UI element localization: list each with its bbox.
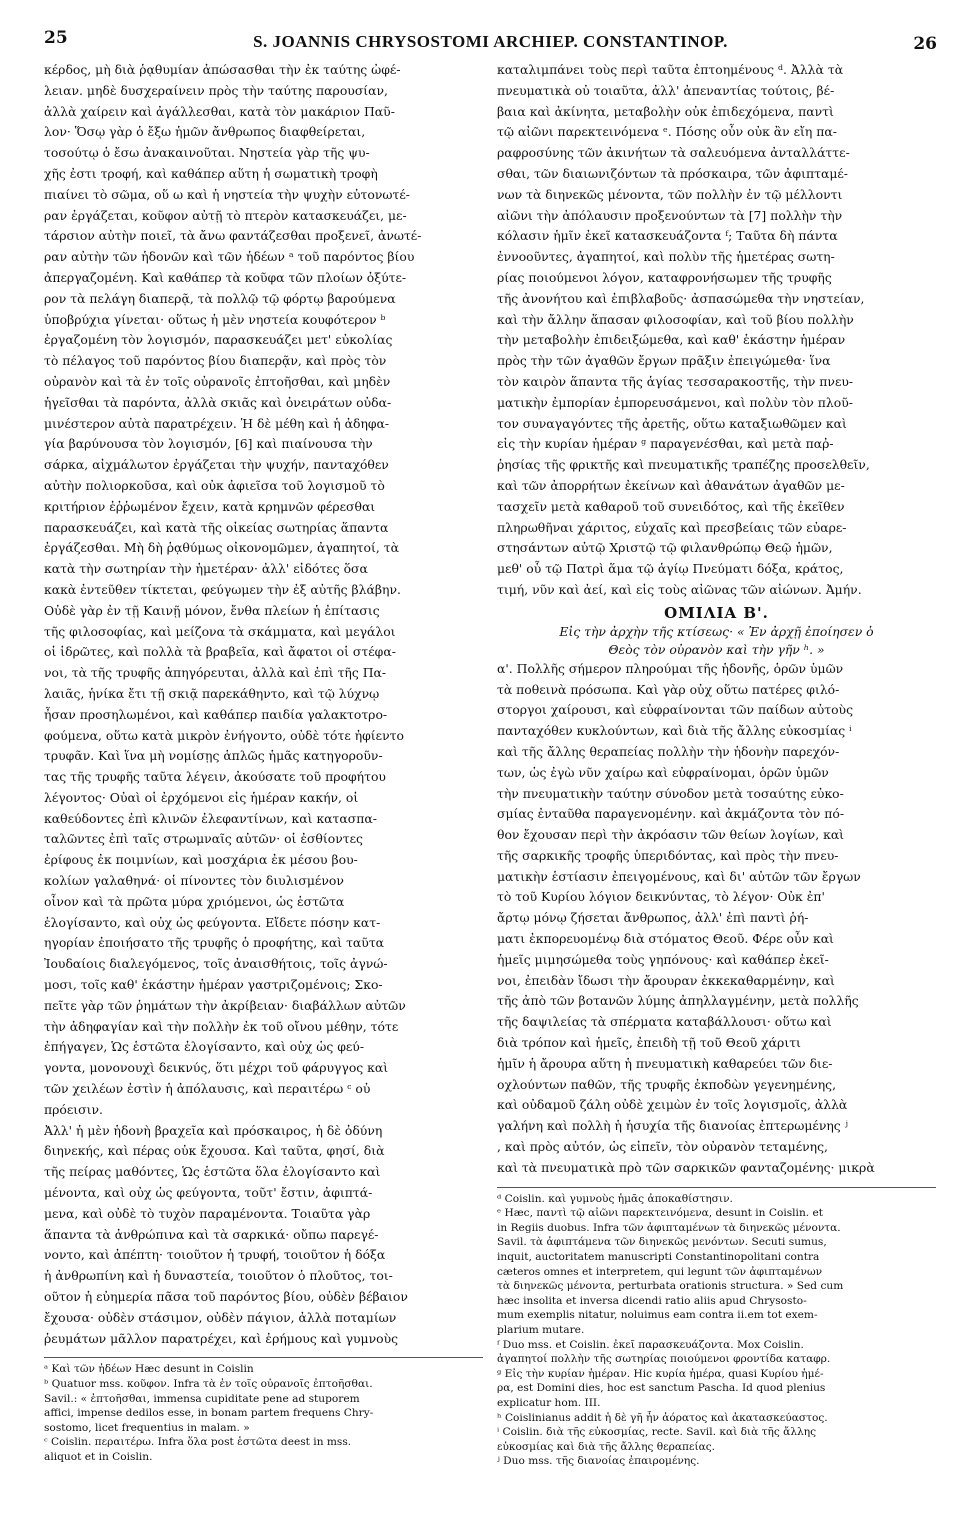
text-line: των, ὡς ἐγὼ νῦν χαίρω καὶ εὐφραίνομαι, ὁρῶν ὑμῶν <box>497 764 829 780</box>
text-line: μινέστερον αὐτὰ παρατρέχειν. Ἡ δὲ μέθη καὶ ἡ ἀδηφα- <box>44 415 390 431</box>
footnote-line: ᵍ Εἰς τὴν κυρίαν ἡμέραν. Hic κυρία ἡμέρα, quasi Κυρίου ἡμέ- <box>497 1367 824 1380</box>
left-column-number: 25 <box>44 28 68 48</box>
text-line: οἶνον καὶ τὰ πρῶτα μύρα χριόμενοι, ὡς ἑστῶτα <box>44 893 345 909</box>
text-line: ἐλογίσαντο, καὶ οὐχ ὡς φεύγοντα. Εἴδετε πόσην κατ- <box>44 914 381 930</box>
text-line: τας τῆς τρυφῆς ταῦτα λέγειν, ἀκούσατε τοῦ προφήτου <box>44 769 386 785</box>
text-line: παρασκευάζει, καὶ κατὰ τῆς οἰκείας σωτηρίας ἅπαντα <box>44 519 389 535</box>
text-line: μένοντα, καὶ οὐχ ὡς φεύγοντα, τοῦτ' ἔστιν, ἀφιπτά- <box>44 1185 373 1201</box>
text-line: πρὸς τὴν τῶν ἀγαθῶν ἔργων πρᾶξιν ἐπειγώμεθα· ἵνα <box>497 353 831 369</box>
text-line: ματι ἐκπορευομένῳ διὰ στόματος Θεοῦ. Φέρε οὖν καὶ <box>497 931 834 947</box>
text-line: διηνεκής, καὶ πέρας οὐκ ἔχουσα. Καὶ ταῦτα, φησί, διὰ <box>44 1143 385 1159</box>
text-line: κόλασιν ἡμῖν ἐκεῖ κατασκευάζοντα ᶠ; Ταῦτα δὴ πάντα <box>497 228 838 244</box>
text-line: φούμενα, οὕτω κατὰ μικρὸν ἐνήγοντο, οὐδὲ τότε ἠφίεντο <box>44 727 404 743</box>
text-line: τῷ αἰῶνι παρεκτεινόμενα ᵉ. Πόσης οὖν οὐκ ἂν εἴη πα- <box>497 124 837 140</box>
footnote-line: τὰ διηνεκῶς μένοντα, perturbata orationis structura. » Sed cum <box>497 1280 844 1293</box>
text-line: γαλήνη καὶ πολλὴ ἡ ἡσυχία τῆς διανοίας ἐπτερωμένης ʲ <box>497 1118 848 1134</box>
right-column <box>497 60 936 1469</box>
footnote-line: affici, impense dedilos esse, in bonam partem frequens Chry- <box>44 1407 374 1420</box>
footnote-line: in Regiis duobus. Infra τῶν ἀφιπταμένων τὰ διηνεκῶς μένοντα. <box>497 1221 841 1234</box>
text-line: ρον τὰ πελάγη διαπερᾷ, τὰ πολλῷ τῷ φόρτῳ βαρούμενα <box>44 290 396 306</box>
text-line: πληρωθῆναι χάριτος, εὐχαῖς καὶ πρεσβείαις τῶν εὐαρε- <box>497 519 847 535</box>
homily-subtitle-1: Εἰς τὴν ἀρχὴν τῆς κτίσεως· « Ἐν ἀρχῇ ἐποίησεν ὁ <box>559 623 874 639</box>
text-line: καὶ τῶν ἀπορρήτων ἐκείνων καὶ ἀθανάτων ἀγαθῶν με- <box>497 477 845 493</box>
text-line: ραν αὐτὴν τῶν ἡδονῶν καὶ τῶν ἡδέων ᵃ τοῦ παρόντος βίου <box>44 249 415 265</box>
text-line: αἰῶνι τὴν ἀπόλαυσιν προξενούντων τὰ [7] πολλὴν τὴν <box>497 207 843 223</box>
text-line: ἡ ἀνθρωπίνη καὶ ἡ δυναστεία, τοιοῦτον ὁ πλοῦτος, τοι- <box>44 1268 393 1284</box>
text-line: τῶν χειλέων ἐστὶν ἡ ἀπόλαυσις, καὶ περαιτέρω ᶜ οὐ <box>44 1081 371 1097</box>
text-line: ρίας ποιούμενοι λόγον, καταφρονήσωμεν τῆς τρυφῆς <box>497 269 832 285</box>
text-line: ἡμεῖς μιμησώμεθα τοὺς γηπόνους· καὶ καθάπερ ἐκεῖ- <box>497 951 829 967</box>
text-line: οῦτον ἡ εὐημερία πᾶσα τοῦ παρόντος βίου, οὐδὲν βέβαιον <box>44 1289 408 1305</box>
text-line: εἰς τὴν κυρίαν ἡμέραν ᵍ παραγενέσθαι, καὶ μετὰ παῤ- <box>497 436 834 452</box>
text-line: ἡγεῖσθαι τὰ παρόντα, ἀλλὰ σκιᾶς καὶ ὀνειράτων οὐδα- <box>44 394 392 410</box>
text-line: διὰ τρόπον καὶ ἡμεῖς, ἐπειδὴ τῇ τοῦ Θεοῦ χάριτι <box>497 1035 801 1051</box>
text-line: ἔχουσα· οὐδὲν στάσιμον, οὐδὲν πάγιον, ἀλλὰ ποταμίων <box>44 1309 397 1325</box>
footnote-line: ⁱ Coislin. διὰ τῆς εὐκοσμίας, recte. Savil. καὶ διὰ τῆς ἄλλης <box>497 1426 817 1439</box>
text-line: τῆς φιλοσοφίας, καὶ μείζονα τὰ σκάμματα, καὶ μεγάλοι <box>44 623 396 639</box>
text-line: κολίων γαλαθηνά· οἱ πίνοντες τὸν διυλισμένον <box>44 873 344 889</box>
text-line: τιμή, νῦν καὶ ἀεί, καὶ εἰς τοὺς αἰῶνας τῶν αἰώνων. Ἀμήν. <box>497 581 862 597</box>
text-line: τὸν καιρὸν ἅπαντα τῆς ἁγίας τεσσαρακοστῆς, τὴν πνευ- <box>497 373 854 389</box>
text-line: Οὐδὲ γὰρ ἐν τῇ Καινῇ μόνον, ἔνθα πλείων ἡ ἐπίτασις <box>44 602 380 618</box>
homily-subtitle-2: Θεὸς τὸν οὐρανὸν καὶ τὴν γῆν ʰ. » <box>608 641 825 657</box>
left-column-text <box>44 60 483 1349</box>
right-column-number: 26 <box>913 34 937 54</box>
right-column-text-after <box>497 659 936 1179</box>
text-line: ἐργαζομένη τὸν λογισμόν, παρασκευάζει μετ' εὐκολίας <box>44 332 393 348</box>
text-line: τῆς ἀπὸ τῶν βοτανῶν λύμης ἀπηλλαγμένην, μετὰ πολλῆς <box>497 993 859 1009</box>
text-line: νοι, ἐπειδὰν ἴδωσι τὴν ἄρουραν ἐκκεκαθαρμένην, καὶ <box>497 972 835 988</box>
left-footnotes <box>44 1357 483 1464</box>
footnote-line: Savil. τὰ ἀφιπτάμενα τῶν διηνεκῶς μενόντων. Secuti sumus, <box>497 1236 827 1249</box>
text-line: πιαίνει τὸ σῶμα, οὕ ω καὶ ἡ νηστεία τὴν ψυχὴν εὐτονωτέ- <box>44 186 410 202</box>
text-line: καθεύδοντες ἐπὶ κλινῶν ἐλεφαντίνων, καὶ κατασπα- <box>44 810 377 826</box>
text-line: καταλιμπάνει τοὺς περὶ ταῦτα ἐπτοημένους ᵈ. Ἀλλὰ τὰ <box>497 62 844 77</box>
text-line: ἅπαντα τὰ ἀνθρώπινα καὶ τὰ σαρκικά· οὔπω παρεγέ- <box>44 1226 379 1242</box>
text-line: νων τὰ διηνεκῶς μένοντα, τῶν πολλὴν ἐν τῷ μέλλοντι <box>497 186 843 202</box>
text-line: ἀπεργαζομένη. Καὶ καθάπερ τὰ κοῦφα τῶν πλοίων ὀξύτε- <box>44 269 407 285</box>
footnote-line: ᵃ Καὶ τῶν ἡδέων Hæc desunt in Coislin <box>44 1363 254 1376</box>
text-line: κακὰ ἐντεῦθεν τίκτεται, φεύγωμεν τὴν ἐξ αὐτῆς βλάβην. <box>44 581 401 597</box>
text-line: , καὶ πρὸς αὐτόν, ὡς εἰπεῖν, τὸν οὐρανὸν τεταμένης, <box>497 1139 828 1155</box>
text-line: ἄρτῳ μόνῳ ζήσεται ἄνθρωπος, ἀλλ' ἐπὶ παντὶ ῥή- <box>497 910 809 926</box>
text-line: σάρκα, αἰχμάλωτον ἐργάζεται τὴν ψυχήν, πανταχόθεν <box>44 457 389 473</box>
footnote-line: ρα, est Domini dies, hoc est sanctum Pascha. Id quod plenius <box>497 1382 826 1395</box>
text-line: καὶ τῆς ἄλλης θεραπείας πολλὴν τὴν ἡδονὴν παρεχόν- <box>497 743 840 759</box>
text-line: μενα, καὶ οὐδὲ τὸ τυχὸν παραμένοντα. Τοιαῦτα γὰρ <box>44 1205 371 1221</box>
text-line: τὸ πέλαγος τοῦ παρόντος βίου διαπερᾷν, καὶ πρὸς τὸν <box>44 353 387 369</box>
footnote-line: ᵉ Hæc, παντὶ τῷ αἰῶνι παρεκτεινόμενα, desunt in Coislin. et <box>497 1207 824 1220</box>
text-line: νοι, τὰ τῆς τρυφῆς ἀπηγόρευται, ἀλλὰ καὶ ἐπὶ τῆς Πα- <box>44 665 387 681</box>
text-line: οχλούντων παθῶν, τῆς τρυφῆς ἐκποδὼν γεγενημένης, <box>497 1076 837 1092</box>
text-line: τὸ τοῦ Κυρίου λόγιον δεικνύντας, τὸ λέγον· Οὐκ ἐπ' <box>497 889 825 905</box>
text-line: ὑποβρύχια γίνεται· οὕτως ἡ μὲν νηστεία κουφότερον ᵇ <box>44 311 386 327</box>
footnote-line: explicatur hom. III. <box>497 1396 601 1409</box>
text-line: λειαν. μηδὲ δυσχεραίνειν πρὸς τὴν ταύτης παρουσίαν, <box>44 82 388 98</box>
text-line: τὴν μεταβολὴν ἐπιδειξώμεθα, καὶ καθ' ἑκάστην ἡμέραν <box>497 332 846 348</box>
footnote-line: ʰ Coislinianus addit ἡ δὲ γῆ ἦν ἀόρατος καὶ ἀκατασκεύαστος. <box>497 1411 828 1424</box>
text-line: νοντο, καὶ ἀπέπτη· τοιοῦτον ἡ τρυφή, τοιοῦτον ἡ δόξα <box>44 1247 386 1263</box>
running-title: S. JOANNIS CHRYSOSTOMI ARCHIEP. CONSTANTINOP. <box>253 32 728 51</box>
text-line: λον· Ὅσῳ γὰρ ὁ ἔξω ἡμῶν ἄνθρωπος διαφθείρεται, <box>44 124 366 140</box>
text-line: καὶ τὰ πνευματικὰ πρὸ τῶν σαρκικῶν φανταζομένης· μικρὰ <box>497 1159 875 1175</box>
footnote-line: hæc insolita et inversa dicendi ratio aliis apud Chrysosto- <box>497 1294 807 1307</box>
text-line: κέρδος, μὴ διὰ ῥᾳθυμίαν ἀπώσασθαι τὴν ἐκ ταύτης ὠφέ- <box>44 62 401 77</box>
footnote-line: inquit, auctoritatem manuscripti Constantinopolitani contra <box>497 1251 820 1264</box>
text-line: ἦσαν προσηλωμένοι, καὶ καθάπερ παιδία γαλακτοτρο- <box>44 706 388 722</box>
text-line: μοσι, τοῖς καθ' ἑκάστην ἡμέραν γαστριζομένοις; Σκο- <box>44 977 383 993</box>
footnote-line: ᶠ Duo mss. et Coislin. ἐκεῖ παρασκευάζοντα. Mox Coislin. <box>497 1338 804 1351</box>
text-line: κατὰ τὴν σωτηρίαν τὴν ἡμετέραν· ἀλλ' εἰδότες ὅσα <box>44 561 368 577</box>
text-line: ματικὴν ἐμπορίαν ἐμπορευσάμενοι, καὶ πολὺν τὸν πλοῦ- <box>497 394 853 410</box>
text-line: ματικὴν ἑστίασιν ἐπειγομένους, καὶ δι' αὐτῶν τῶν ἔργων <box>497 868 861 884</box>
footnote-line: aliquot et in Coislin. <box>44 1450 153 1463</box>
text-line: σμίας ἐνταῦθα παραγενομένην. καὶ ἀκμάζοντα τὸν πό- <box>497 806 845 822</box>
footnote-line: ᵈ Coislin. καὶ γυμνοὺς ἡμᾶς ἀποκαθίστησιν. <box>497 1192 733 1205</box>
text-line: τὴν ἀδηφαγίαν καὶ τὴν πολλὴν ἐκ τοῦ οἴνου μέθην, τότε <box>44 1018 399 1034</box>
text-line: Ἰουδαίοις διαλεγόμενος, τοῖς ἀναισθήτοις, τοῖς ἀγνώ- <box>44 956 388 972</box>
text-line: ῥευμάτων μᾶλλον παρατρέχει, καὶ ἐρήμους καὶ γυμνοὺς <box>44 1330 399 1346</box>
text-line: γοντα, μονονουχὶ δεικνύς, ὅτι μέχρι τοῦ φάρυγγος καὶ <box>44 1060 389 1076</box>
footnote-line: plarium mutare. <box>497 1323 585 1336</box>
text-line: τῆς ἀνονήτου καὶ ἐπιβλαβοῦς· ἀσπασώμεθα τὴν νηστείαν, <box>497 290 865 306</box>
text-line: α'. Πολλῆς σήμερον πληρούμαι τῆς ἡδονῆς, ὁρῶν ὑμῶν <box>497 660 844 676</box>
text-line: λαιᾶς, ἡνίκα ἔτι τῇ σκιᾷ παρεκάθηντο, καὶ τῷ λύχνῳ <box>44 685 380 701</box>
columns <box>44 60 937 1469</box>
homily-title: ΟΜΙΛΙΑ Β'. <box>664 603 769 622</box>
text-line: τάρσιον αὐτὴν ποιεῖ, τὰ ἄνω φαντάζεσθαι προξενεῖ, ἀνωτέ- <box>44 228 422 244</box>
text-line: ραν ἐργάζεται, κοῦφον αὐτῇ τὸ πτερὸν κατασκευάζει, με- <box>44 207 407 223</box>
footnote-line: mum exemplis nitatur, noluimus eam contra ii.em tot exem- <box>497 1309 818 1322</box>
footnote-line: sostomo, licet frequentius in malam. » <box>44 1421 250 1434</box>
text-line: μεθ' οὗ τῷ Πατρὶ ἅμα τῷ ἁγίῳ Πνεύματι δόξα, κράτος, <box>497 561 844 577</box>
text-line: σθαι, τῶν διαιωνιζόντων τὰ πρόσκαιρα, τῶν ἀφιπταμέ- <box>497 165 848 181</box>
text-line: γία βαρύνουσα τὸν λογισμόν, [6] καὶ πιαίνουσα τὴν <box>44 436 373 452</box>
text-line: τῆς σαρκικῆς τροφῆς ὑπεριδόντας, καὶ πρὸς τὴν πνευ- <box>497 847 839 863</box>
text-line: τασχεῖν μετὰ καθαροῦ τοῦ συνειδότος, καὶ τῆς ἐκεῖθεν <box>497 498 845 514</box>
text-line: ῥησίας τῆς φρικτῆς καὶ πνευματικῆς τραπέζης προσελθεῖν, <box>497 457 870 473</box>
text-line: λέγοντος· Οὐαὶ οἱ ἐρχόμενοι εἰς ἡμέραν κακήν, οἱ <box>44 789 359 805</box>
footnote-line: cæteros omnes et interpretem, qui legunt τῶν ἀφιπταμένων <box>497 1265 823 1278</box>
text-line: τοσούτῳ ὁ ἔσω ἀνακαινοῦται. Νηστεία γὰρ τῆς ψυ- <box>44 145 370 161</box>
text-line: αὐτὴν πολιορκοῦσα, καὶ οὐκ ἀφιεῖσα τοῦ λογισμοῦ τὸ <box>44 477 385 493</box>
text-line: ἀλλὰ χαίρειν καὶ ἀγάλλεσθαι, κατὰ τὸν μακάριον Παῦ- <box>44 103 395 119</box>
footnote-line: Savil.: « ἐπτοῆσθαι, immensa cupiditate pene ad stuporem <box>44 1392 360 1405</box>
text-line: ἐπήγαγεν, Ὡς ἑστῶτα ἐλογίσαντο, καὶ οὐχ ὡς φεύ- <box>44 1039 365 1055</box>
text-line: τρυφᾶν. Καὶ ἵνα μὴ νομίσῃς ἁπλῶς ἡμᾶς κατηγοροῦν- <box>44 748 383 764</box>
text-line: στοργοι χαίρουσι, καὶ εὐφραίνονται τῶν παίδων αὐτοὺς <box>497 702 854 718</box>
text-line: καὶ τὴν ἄλλην ἅπασαν φιλοσοφίαν, καὶ τοῦ βίου πολλὴν <box>497 311 854 327</box>
footnote-line: ᶜ Coislin. περαιτέρω. Infra ὅλα post ἑστῶτα deest in mss. <box>44 1436 352 1449</box>
footnote-line: ᵇ Quatuor mss. κοῦφον. Infra τὰ ἐν τοῖς οὐρανοῖς ἐπτοῆσθαι. <box>44 1378 373 1390</box>
right-column-text-before <box>497 60 936 601</box>
text-line: καὶ οὐδαμοῦ ζάλη οὐδὲ χειμὼν ἐν τοῖς λογισμοῖς, ἀλλὰ <box>497 1097 848 1113</box>
text-line: τὰ ποθεινὰ πρόσωπα. Καὶ γὰρ οὐχ οὕτω πατέρες φιλό- <box>497 681 840 697</box>
text-line: πρόεισιν. <box>44 1101 103 1117</box>
text-line: ἐρίφους ἐκ ποιμνίων, καὶ μοσχάρια ἐκ μέσου βου- <box>44 852 358 868</box>
text-line: χῆς ἐστι τροφή, καὶ καθάπερ αὕτη ἡ σωματικὴ τροφὴ <box>44 165 378 181</box>
text-line: τον συναγαγόντες τῆς ἀρετῆς, οὕτω καταξιωθῶμεν καὶ <box>497 415 847 431</box>
footnote-line: εὐκοσμίας καὶ διὰ τῆς ἄλλης θεραπείας. <box>497 1440 716 1453</box>
text-line: βαια καὶ ἀκίνητα, μεταβολὴν οὐκ ἐπιδεχόμενα, παντὶ <box>497 103 834 119</box>
text-line: οἱ ἱδρῶτες, καὶ πολλὰ τὰ βραβεῖα, καὶ ἄφατοι οἱ στέφα- <box>44 644 396 660</box>
footnote-line: ʲ Duo mss. τῆς διανοίας ἐπαιρομένης. <box>497 1455 700 1468</box>
footnote-line: ἀγαπητοί πολλὴν τῆς σωτηρίας ποιούμενοι φροντίδα καταφρ. <box>497 1353 831 1366</box>
text-line: θον ἔχουσαν περὶ τὴν ἀκρόασιν τῶν θείων λογίων, καὶ <box>497 827 845 843</box>
right-footnotes <box>497 1187 936 1469</box>
text-line: Ἀλλ' ἡ μὲν ἡδονὴ βραχεῖα καὶ πρόσκαιρος, ἡ δὲ ὀδύνη <box>44 1122 383 1138</box>
text-line: τῆς πείρας μαθόντες, Ὡς ἑστῶτα ὅλα ἐλογίσαντο καὶ <box>44 1164 381 1180</box>
text-line: κριτήριον ἐῤῥωμένον ἔχειν, κατὰ κρημνῶν φέρεσθαι <box>44 498 376 514</box>
text-line: ἡμῖν ἡ ἄρουρα αὕτη ἡ πνευματικὴ καθαρεύει τῶν διε- <box>497 1055 833 1071</box>
text-line: πανταχόθεν κυκλούντων, καὶ διὰ τῆς ἄλλης εὐκοσμίας ⁱ <box>497 723 852 739</box>
text-line: τὴν πνευματικὴν ταύτην σύνοδον μετὰ τοσαύτης εὐκο- <box>497 785 844 801</box>
text-line: ταλῶντες ἐπὶ ταῖς στρωμναῖς αὐτῶν· οἱ ἐσθίοντες <box>44 831 363 847</box>
text-line: οὐρανὸν καὶ τὰ ἐν τοῖς οὐρανοῖς ἐπτοῆσθαι, καὶ μηδὲν <box>44 373 391 389</box>
text-line: ἐννοοῦντες, ἀγαπητοί, καὶ πολὺν τῆς ἡμετέρας σωτη- <box>497 249 835 265</box>
text-line: ραφροσύνης τῶν ἀκινήτων τὰ σαλευόμενα ἀνταλλάττε- <box>497 145 850 161</box>
text-line: τῆς δαψιλείας τὰ σπέρματα καταβάλλουσι· οὕτω καὶ <box>497 1014 832 1030</box>
text-line: πνευματικὰ οὐ τοιαῦτα, ἀλλ' ἀπεναντίας τούτοις, βέ- <box>497 82 835 98</box>
left-column <box>44 60 483 1469</box>
running-head <box>44 28 937 56</box>
text-line: ἐργάζεσθαι. Μὴ δὴ ῥᾳθύμως οἰκονομῶμεν, ἀγαπητοί, τὰ <box>44 540 399 556</box>
text-line: ηγορίαν ἐποιήσατο τῆς τρυφῆς ὁ προφήτης, καὶ ταῦτα <box>44 935 385 951</box>
text-line: πεῖτε γὰρ τῶν ῥημάτων τὴν ἀκρίβειαν· διαβάλλων αὐτῶν <box>44 997 406 1013</box>
text-line: στησάντων αὐτῷ Χριστῷ τῷ φιλανθρώπῳ Θεῷ ἡμῶν, <box>497 540 833 556</box>
